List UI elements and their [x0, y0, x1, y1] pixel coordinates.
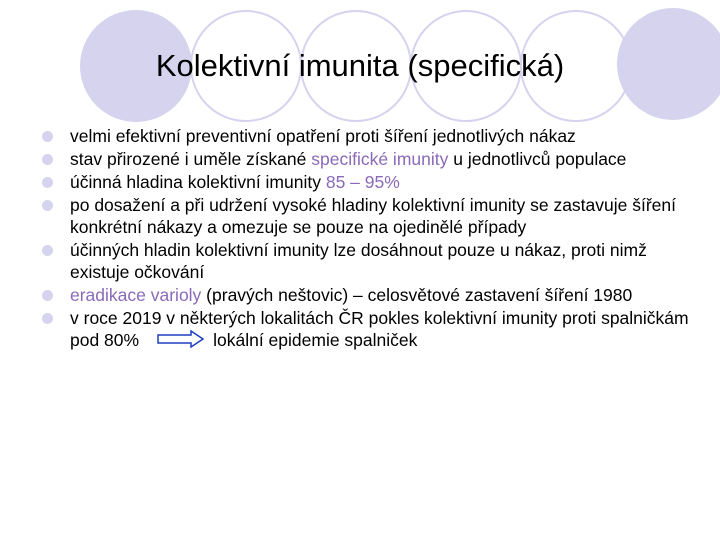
bullet-text: stav přirozené i uměle získané — [70, 149, 312, 169]
bullet-icon — [42, 245, 53, 256]
bullet-icon — [42, 290, 53, 301]
bullet-item — [42, 171, 702, 193]
bullet-list — [42, 125, 702, 354]
slide-title: Kolektivní imunita (specifická) — [155, 48, 565, 83]
right-arrow-icon — [157, 330, 205, 353]
bullet-text: po dosažení a při udržení vysoké hladiny kolektivní imunity se zastavuje šíření konkrétní nákazy a omezuje se pouze na ojedinělé případy — [70, 195, 677, 237]
bullet-icon — [42, 200, 53, 211]
bullet-item — [42, 194, 702, 238]
bullet-icon — [42, 131, 53, 142]
bullet-icon — [42, 154, 53, 165]
bullet-text: v roce 2019 v některých lokalitách ČR pokles kolektivní imunity proti spalničkám pod 80% — [70, 308, 689, 350]
bullet-text: (pravých neštovic) – celosvětové zastavení šíření 1980 — [201, 285, 633, 305]
bullet-text: u jednotlivců populace — [448, 149, 627, 169]
bullet-text: účinná hladina kolektivní imunity — [70, 172, 326, 192]
bullet-text: lokální epidemie spalniček — [213, 330, 418, 350]
highlighted-text: eradikace varioly — [70, 285, 202, 305]
bullet-item — [42, 307, 702, 353]
highlighted-text: specifické imunity — [311, 149, 449, 169]
bullet-text: velmi efektivní preventivní opatření proti šíření jednotlivých nákaz — [70, 126, 576, 146]
bullet-item — [42, 239, 702, 283]
bullet-item — [42, 125, 702, 147]
bullet-item — [42, 284, 702, 306]
bullet-text: účinných hladin kolektivní imunity lze dosáhnout pouze u nákaz, proti nimž existuje očkování — [70, 240, 647, 282]
bullet-icon — [42, 177, 53, 188]
bullet-item — [42, 148, 702, 170]
bullet-icon — [42, 313, 53, 324]
highlighted-text: 85 – 95% — [325, 172, 400, 192]
